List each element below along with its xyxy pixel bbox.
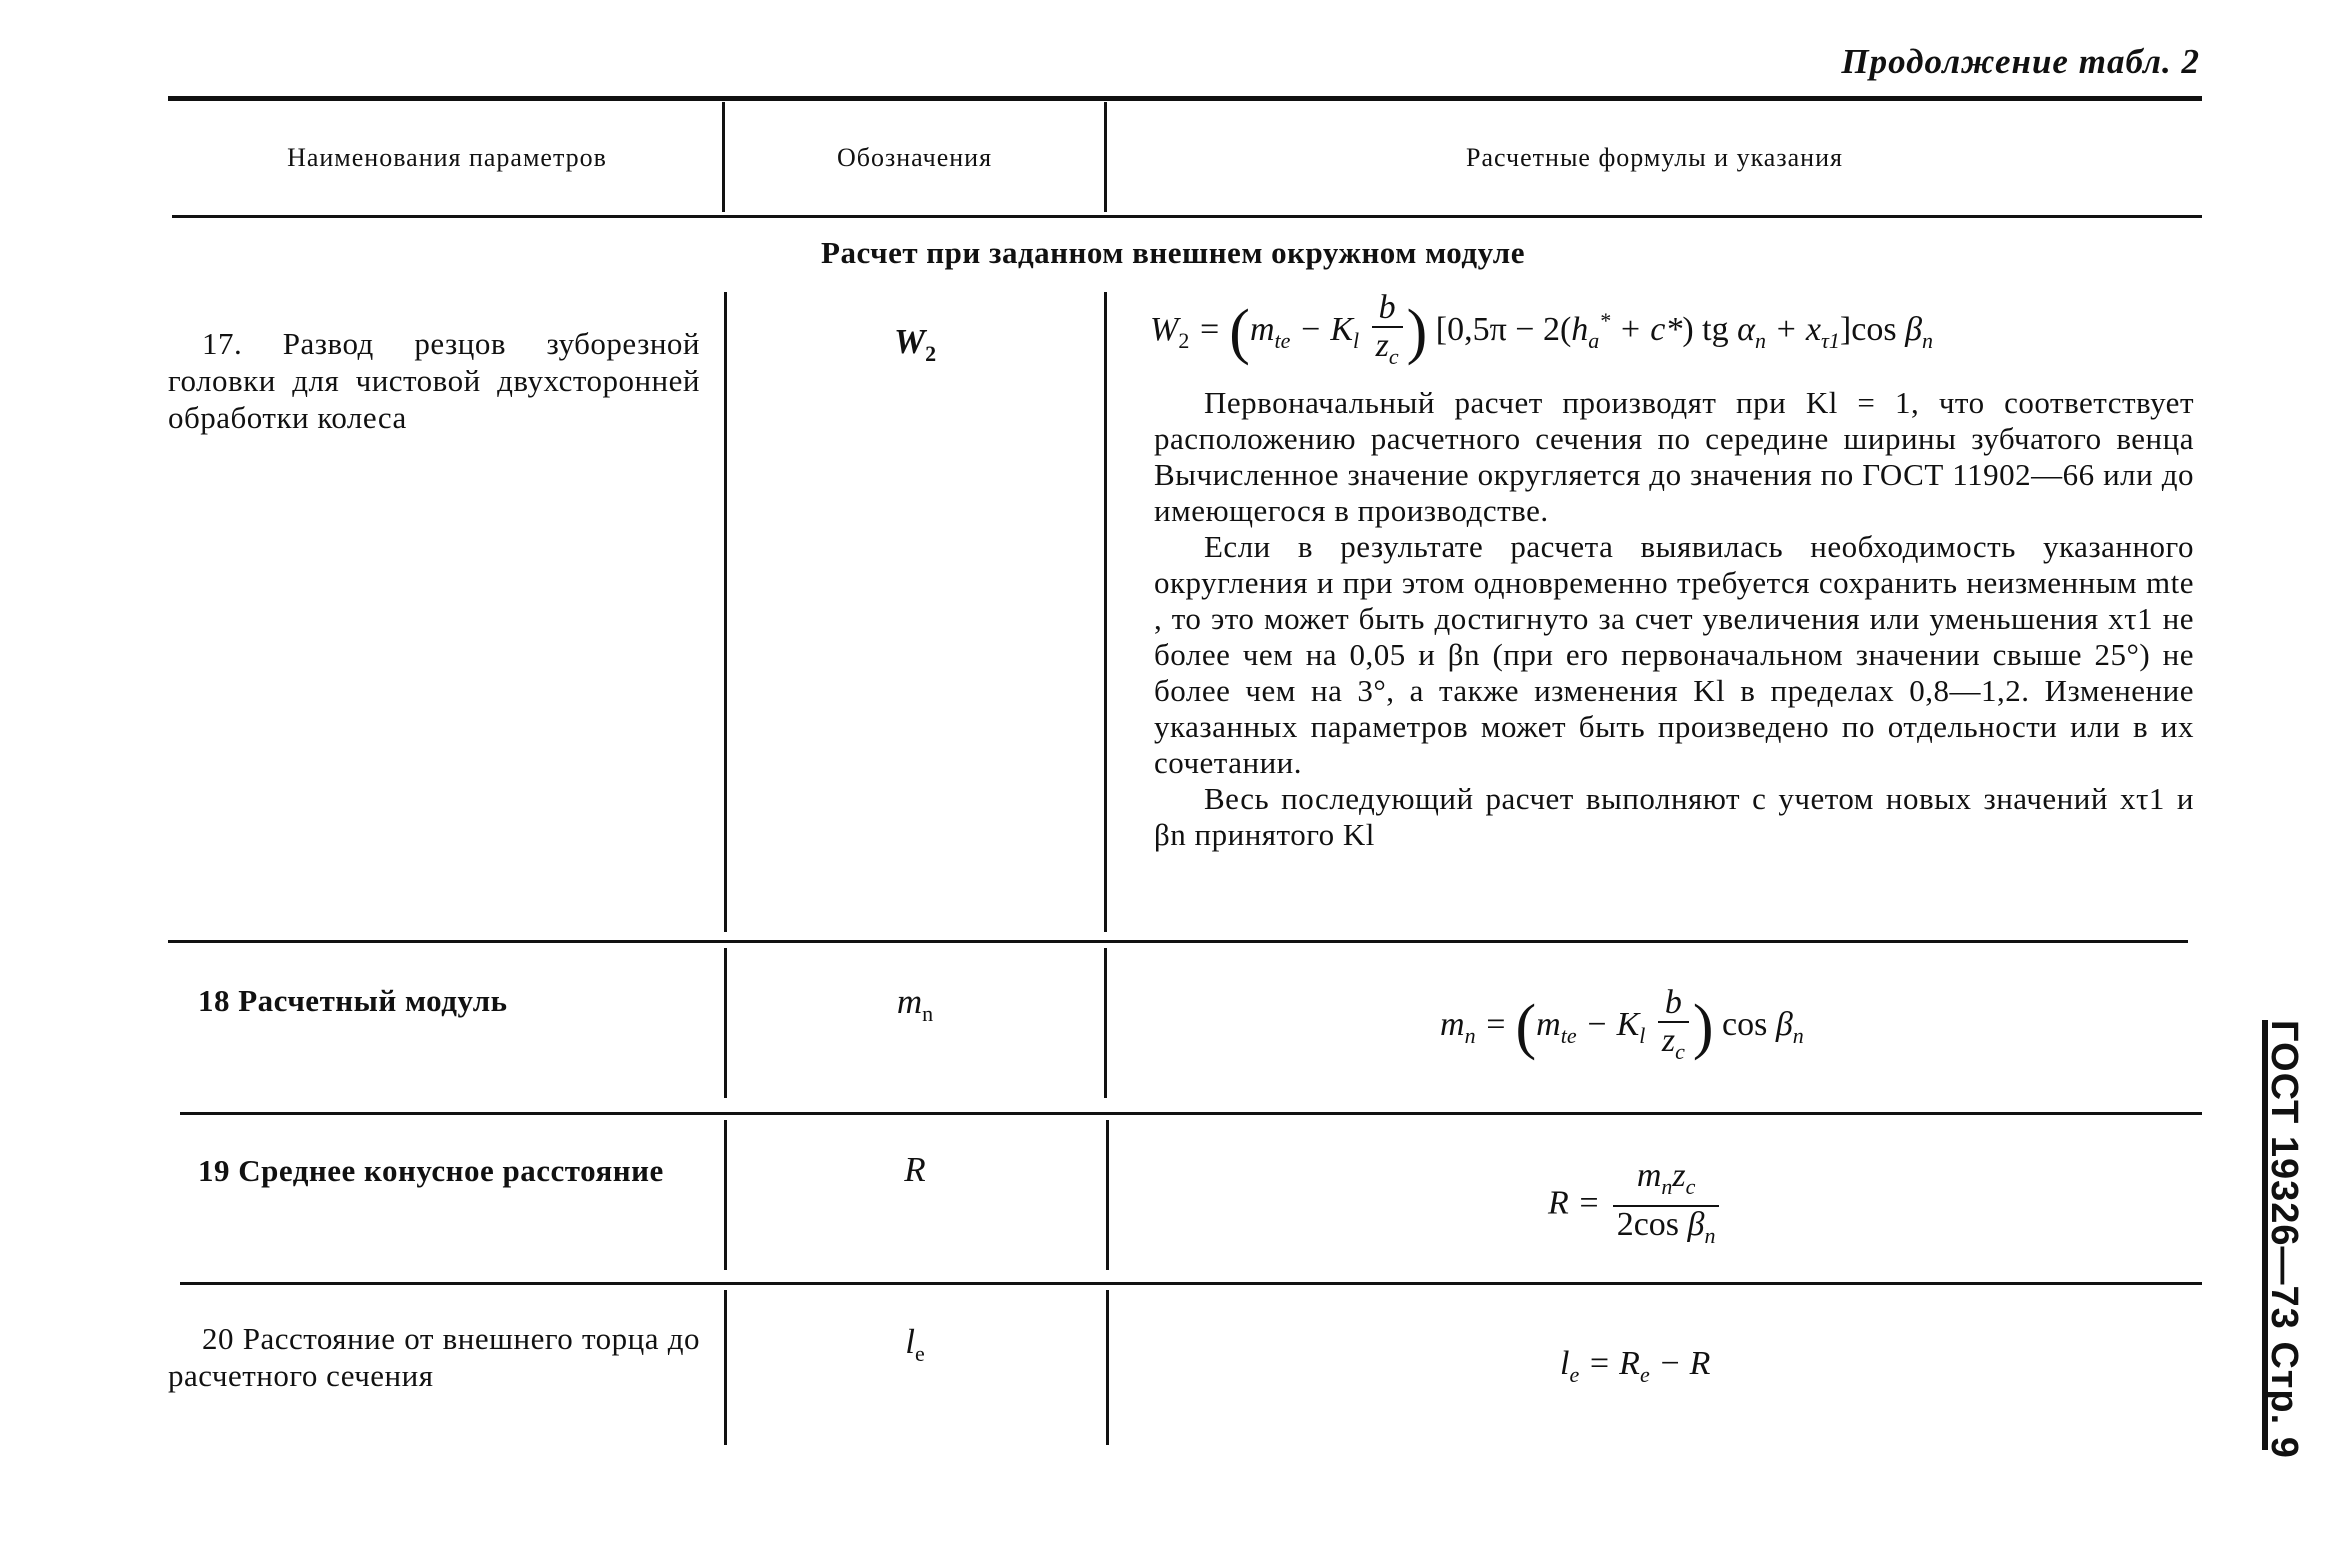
row18-symbol: $m_n$: [896, 982, 934, 1026]
row19-divider-2: [1106, 1120, 1109, 1270]
row18-formula: $m_n = (m_{te} - K_l$ $\frac{b}{z_c}$ ) $\cos \beta_n$: [1440, 984, 1804, 1064]
row17-formula: $W_2 = (m_{te} - K_l$ $\frac{b}{z_c}$ ) [$0,5\pi - 2(h_a^* + c*)$ tg $\alpha_n + x_{\tau 1}]\cos$ $\beta_n$: [1150, 289, 1933, 369]
row20-param: [168, 1320, 700, 1394]
row18-param-text: 18 Расчетный модуль: [198, 983, 508, 1018]
row17-note-3: Весь последующий расчет выполняют с учетом новых значений xτ1 и βn принятого Kl: [1154, 781, 2194, 852]
row17-param: [168, 325, 700, 436]
header-parameters: Наименования параметров: [287, 143, 607, 172]
row17-divider-1: [724, 292, 727, 932]
row18-param: [168, 982, 700, 1019]
row17-notes: [1154, 385, 2194, 853]
row19-divider-1: [724, 1120, 727, 1270]
section-title: Расчет при заданном внешнем окружном модуле: [821, 235, 1525, 270]
row20-symbol: $l_e$: [905, 1322, 925, 1366]
row19-formula: R = $\frac{m_nz_c}{2\cos \beta_n}$: [1548, 1158, 1723, 1254]
row17-param-text: 17. Развод резцов зуборезной головки для чистовой двухсторонней обработки колеса: [168, 326, 700, 435]
header-symbols: Обозначения: [836, 143, 993, 172]
side-label: ГОСТ 19326—73 Стр. 9: [2263, 1020, 2305, 1459]
row20-param-text: 20 Расстояние от внешнего торца до расчетного сечения: [168, 1321, 700, 1393]
row17-note-2: Если в результате расчета выявилась необходимость указанного округления и при этом одновременно требуется сохранить неизменным mte , то это может быть достигнуто за счет увеличения или уменьшения xτ1 не более чем на 0,05 и βn (при его первоначальном значении свыше 25°) не более чем на 3°, а также изменения Kl в пределах 0,8—1,2. Изменение указанных параметров может быть произведено по отдельности или в их сочетании.: [1154, 529, 2194, 780]
row20-divider-2: [1106, 1290, 1109, 1445]
row17-divider-2: [1104, 292, 1107, 932]
header-formulas: Расчетные формулы и указания: [1466, 143, 1843, 172]
row19-param-text: 19 Среднее конусное расстояние: [198, 1153, 664, 1188]
row19-symbol: R: [904, 1150, 926, 1189]
row17-note-1: Первоначальный расчет производят при Kl = 1, что соответствует расположению расчетного сечения по середине ширины зубчатого венца Вычисленное значение округляется до значения по ГОСТ 11902—66 или до имеющегося в производстве.: [1154, 385, 2194, 528]
row17-bottom-rule: [168, 940, 2188, 943]
row20-divider-1: [724, 1290, 727, 1445]
row17-symbol: $W_2$: [893, 322, 937, 366]
row20-formula: $l_e = R_e - R$: [1560, 1345, 1711, 1387]
header-bottom-rule: [172, 215, 2202, 218]
row18-divider-2: [1104, 948, 1107, 1098]
row19-param: [168, 1152, 700, 1189]
table-top-rule: [168, 96, 2202, 101]
row18-divider-1: [724, 948, 727, 1098]
continuation-label: Продолжение табл. 2: [1841, 42, 2200, 81]
row19-bottom-rule: [180, 1282, 2202, 1285]
row18-bottom-rule: [180, 1112, 2202, 1115]
